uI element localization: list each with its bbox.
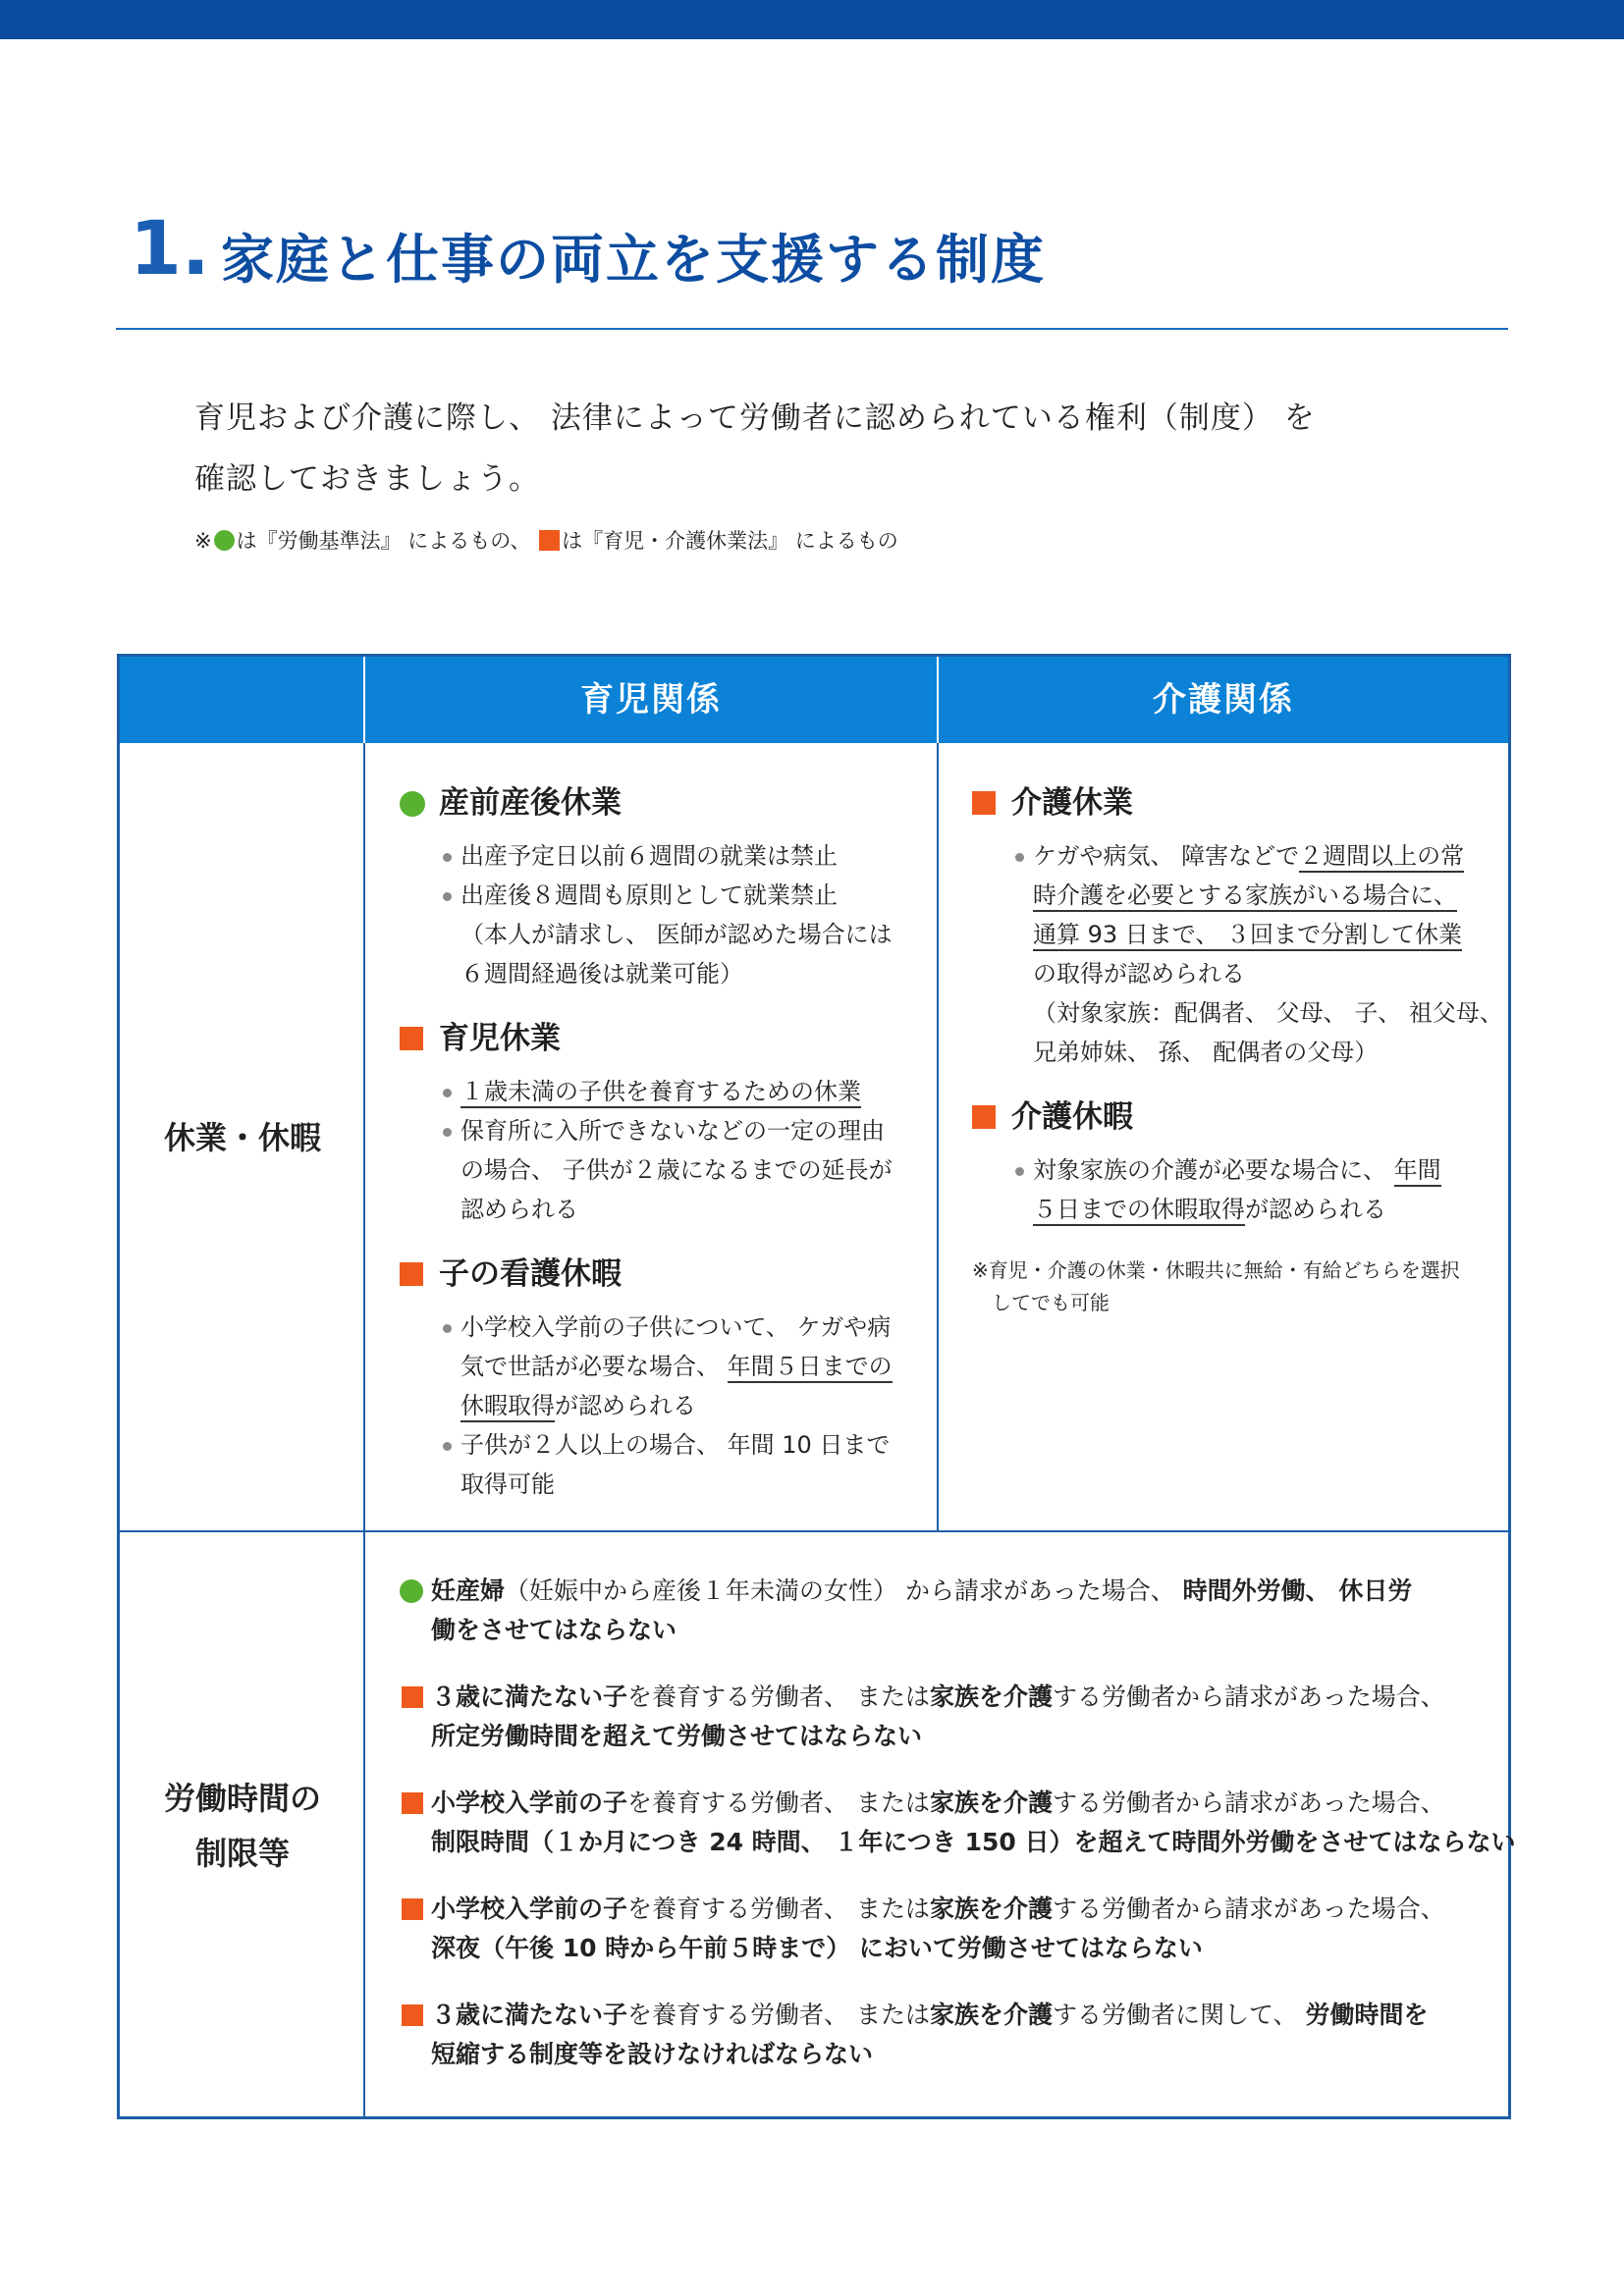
plain-text: する労働者から請求があった場合、 [1052,1789,1445,1817]
orange-square-icon [400,1262,423,1286]
underlined-text: ２週間以上の常 [1299,842,1464,873]
list-item-line [1033,876,1502,915]
orange-square-icon [539,530,560,551]
header-childcare: 育児関係 [580,680,722,720]
working-hours-item-line [431,1611,1497,1650]
list-item [400,876,930,993]
list-item-text: １歳未満の子供を養育するための休業 [460,1078,861,1108]
underlined-text: ５日までの休暇取得 [1033,1196,1245,1226]
row-label-hours-line-2: 制限等 [194,1835,290,1872]
footnote-line: ※育児・介護の休業・休暇共に無給・有給どちらを選択 [972,1258,1460,1282]
bold-text: 家族を介護 [929,1895,1053,1923]
legend-note [194,525,898,557]
list-item [400,836,930,876]
list-item-text: ケガや病気、 障害などで [1033,842,1300,870]
section-number: 1. [130,204,210,292]
childcare-leave-bullets [400,1072,930,1229]
plain-text: する労働者に関して、 [1052,2001,1306,2029]
working-hours-item [400,1890,1497,1968]
nursing-leave-cell [972,781,1502,1319]
orange-square-icon [972,791,996,815]
plain-text: を養育する労働者、 または [627,1682,930,1711]
list-item [972,1150,1502,1229]
list-item-text: 保育所に入所できないなどの一定の理由 [460,1117,885,1145]
support-system-table [117,654,1516,2119]
working-hours-item-line [431,1572,1497,1611]
underlined-text: 年間５日までの [728,1353,893,1383]
plain-text: を養育する労働者、 または [627,1895,930,1923]
working-hours-item-line [431,1890,1497,1929]
maternity-bullets [400,836,930,993]
list-item [400,1425,930,1504]
list-item-text: 気で世話が必要な場合、 [460,1353,728,1380]
list-item-text: （本人が請求し、 医師が認めた場合には [460,921,893,948]
working-hours-item-line [431,1929,1497,1968]
row-label-hours [120,1771,365,1881]
working-hours-item-line [431,1996,1497,2035]
bold-text: 小学校入学前の子 [431,1789,628,1817]
working-hours-item [400,1572,1497,1650]
bold-text: 働をさせてはならない [431,1616,677,1644]
bold-text: 家族を介護 [929,1789,1053,1817]
legend-prefix: ※ [194,529,212,553]
list-item-line [460,1072,930,1111]
list-item-text: が認められる [1245,1196,1386,1223]
list-item-line [1033,915,1502,954]
section-childcare-leave [400,1017,930,1060]
section-childcare-leave-title: 育児休業 [439,1021,561,1056]
list-item-line [460,1386,930,1425]
list-item-text: 認められる [460,1196,578,1223]
plain-text: （妊娠中から産後１年未満の女性） から請求があった場合、 [505,1576,1183,1605]
list-item-line [1033,1190,1502,1229]
section-nursing-leave-title: 介護休業 [1011,785,1133,821]
list-item [400,1111,930,1229]
section-nursing-holiday-title: 介護休暇 [1011,1099,1133,1135]
working-hours-item [400,1996,1497,2074]
orange-square-icon [972,1105,996,1129]
header-divider [937,657,939,743]
section-heading [118,196,1512,304]
orange-square-icon [402,1792,423,1814]
list-item-text: 取得可能 [460,1470,555,1498]
footnote-line: してでも可能 [992,1291,1110,1314]
plain-text: する労働者から請求があった場合、 [1052,1895,1445,1923]
list-item-text: 出産後８週間も原則として就業禁止 [460,881,838,909]
bold-text: 時間外労働、 休日労 [1182,1576,1413,1605]
plain-text: を養育する労働者、 または [627,2001,930,2029]
working-hours-item [400,1784,1516,1862]
working-hours-item-line [431,2035,1497,2074]
plain-text: する労働者から請求があった場合、 [1052,1682,1445,1711]
green-circle-icon [400,791,425,817]
header-divider [363,657,365,743]
legend-green-text: は『労働基準法』 によるもの、 [236,529,538,553]
list-item-text: が認められる [555,1392,696,1419]
underlined-text: 通算 93 日まで、 ３回まで分割して休業 [1033,921,1462,951]
header-nursing: 介護関係 [1153,680,1294,720]
underlined-text: 時介護を必要とする家族がいる場合に、 [1033,881,1457,912]
section-title: 家庭と仕事の両立を支援する制度 [221,229,1046,291]
intro-paragraph [194,388,1471,509]
nursing-leave-bullets [972,836,1502,1072]
legend-orange-text: は『育児・介護休業法』 によるもの [562,529,898,553]
list-item [400,1308,930,1425]
list-item-text: ６週間経過後は就業可能） [460,960,743,988]
childcare-leave-cell [400,781,930,1504]
plain-text: を養育する労働者、 または [627,1789,930,1817]
list-item-text: 対象家族の介護が必要な場合に、 [1033,1156,1394,1184]
sick-child-bullets [400,1308,930,1504]
intro-line-1: 育児および介護に際し、 法律によって労働者に認められている権利（制度） を [194,400,1316,436]
green-circle-icon [214,530,235,551]
leave-footnote [972,1255,1502,1319]
list-item-text: 出産予定日以前６週間の就業は禁止 [460,842,838,870]
bold-text: 労働時間を [1305,2001,1429,2029]
working-hours-cell [400,1572,1516,2102]
heading-divider [116,328,1508,330]
working-hours-item-line [431,1678,1497,1717]
section-maternity-leave-title: 産前産後休業 [439,785,622,821]
section-sick-child-leave [400,1253,930,1296]
green-circle-icon [400,1579,423,1603]
table-header [120,657,1508,743]
orange-square-icon [402,2004,423,2026]
bold-text: 家族を介護 [929,1682,1053,1711]
column-divider [937,743,939,1530]
row-divider [120,1530,1508,1532]
list-item-text: 小学校入学前の子供について、 ケガや病 [460,1313,892,1341]
top-color-bar [0,0,1624,39]
working-hours-item-line [431,1717,1497,1756]
bold-text: 小学校入学前の子 [431,1895,628,1923]
list-item [972,836,1502,1072]
list-item-text: の場合、 子供が２歳になるまでの延長が [460,1156,893,1184]
bold-text: 深夜（午後 10 時から午前５時まで） において労働させてはならない [431,1934,1203,1962]
section-nursing-holiday [972,1095,1502,1139]
orange-square-icon [400,1027,423,1050]
bold-text: ３歳に満たない子 [431,2001,628,2029]
list-item-line [460,1347,930,1386]
bold-text: 所定労働時間を超えて労働させてはならない [431,1722,923,1750]
list-item-text: 子供が２人以上の場合、 年間 10 日まで [460,1431,891,1459]
section-sick-child-leave-title: 子の看護休暇 [439,1256,622,1292]
bold-text: 家族を介護 [929,2001,1053,2029]
bold-text: 妊産婦 [431,1576,506,1605]
underlined-text: 休暇取得 [460,1392,555,1422]
row-label-hours-line-1: 労働時間の [163,1780,321,1817]
column-divider [363,743,365,2116]
section-nursing-leave [972,781,1502,825]
list-item-line [1033,836,1502,876]
orange-square-icon [402,1898,423,1920]
working-hours-item [400,1678,1497,1756]
bold-text: 短縮する制度等を設けなければならない [431,2040,874,2068]
row-label-leave: 休業・休暇 [163,1119,321,1156]
bold-text: 制限時間（１か月につき 24 時間、 １年につき 150 日）を超えて時間外労働をさせてはならない [431,1828,1516,1856]
list-item-text: （対象家族：配偶者、 父母、 子、 祖父母、 [1033,999,1503,1027]
intro-line-2: 確認しておきましょう。 [194,461,540,497]
section-maternity-leave [400,781,930,825]
nursing-holiday-bullets [972,1150,1502,1229]
working-hours-item-line [431,1823,1516,1862]
list-item-text: 兄弟姉妹、 孫、 配偶者の父母） [1033,1039,1379,1066]
list-item-text: の取得が認められる [1033,960,1245,988]
list-item-line [1033,1150,1502,1190]
list-item [400,1072,930,1111]
underlined-text: 年間 [1394,1156,1441,1187]
orange-square-icon [402,1686,423,1708]
bold-text: ３歳に満たない子 [431,1682,628,1711]
working-hours-item-line [431,1784,1497,1823]
